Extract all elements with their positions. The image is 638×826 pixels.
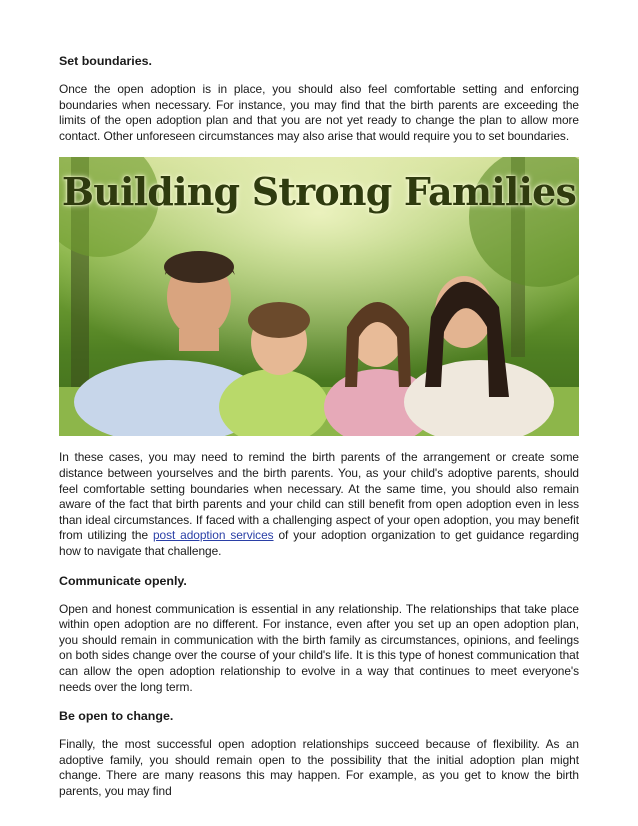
paragraph-boundaries-guidance-text-1: In these cases, you may need to remind the birth parents of the arrangement or create some distance between yourselves and the birth parents. You, as your child's adoptive parents, should feel comfortable setting boundaries when necessary. At the same time, you should also remain aware of the fact that birth parents and your child can still benefit from open adoption even in less than ideal circumstances. If faced with a challenging aspect of your open adoption, you may benefit from utilizing the (59, 450, 579, 543)
heading-communicate-openly: Communicate openly. (59, 573, 187, 588)
paragraph-boundaries-intro: Once the open adoption is in place, you should also feel comfortable setting and enforcing boundaries when necessary. For instance, you may find that the birth parents are exceeding the limits of the open adoption plan and that you are not yet ready to change the plan to allow more contact. Other unforeseen circumstances may also arise that would require you to set boundaries. (59, 82, 579, 143)
family-photo (59, 157, 579, 436)
paragraph-boundaries-guidance (59, 450, 579, 559)
heading-set-boundaries: Set boundaries. (59, 54, 152, 68)
paragraph-change: Finally, the most successful open adoption relationships succeed because of flexibility. As an adoptive family, you should remain open to the possibility that the initial adoption plan might change. There are many reasons this may happen. For example, as you get to know the birth parents, you may find (59, 737, 579, 798)
post-adoption-services-link[interactable]: post adoption services (152, 528, 274, 543)
photo-caption: Building Strong Families (61, 169, 577, 215)
document-content (59, 53, 579, 812)
heading-open-to-change: Be open to change. (59, 709, 174, 724)
paragraph-boundaries-guidance-text-2: of your adoption organization to get guidance regarding how to navigate that challenge. (59, 528, 579, 558)
paragraph-communicate: Open and honest communication is essential in any relationship. The relationships that take place within open adoption are no different. For instance, even after you set up an open adoption plan, you should remain in communication with the birth family as circumstances, opinions, and feelings on both sides change over the course of your child's life. It is this type of honest communication that can allow the open adoption relationship to evolve in a way that continues to meet everyone's needs over the long term. (59, 601, 579, 694)
